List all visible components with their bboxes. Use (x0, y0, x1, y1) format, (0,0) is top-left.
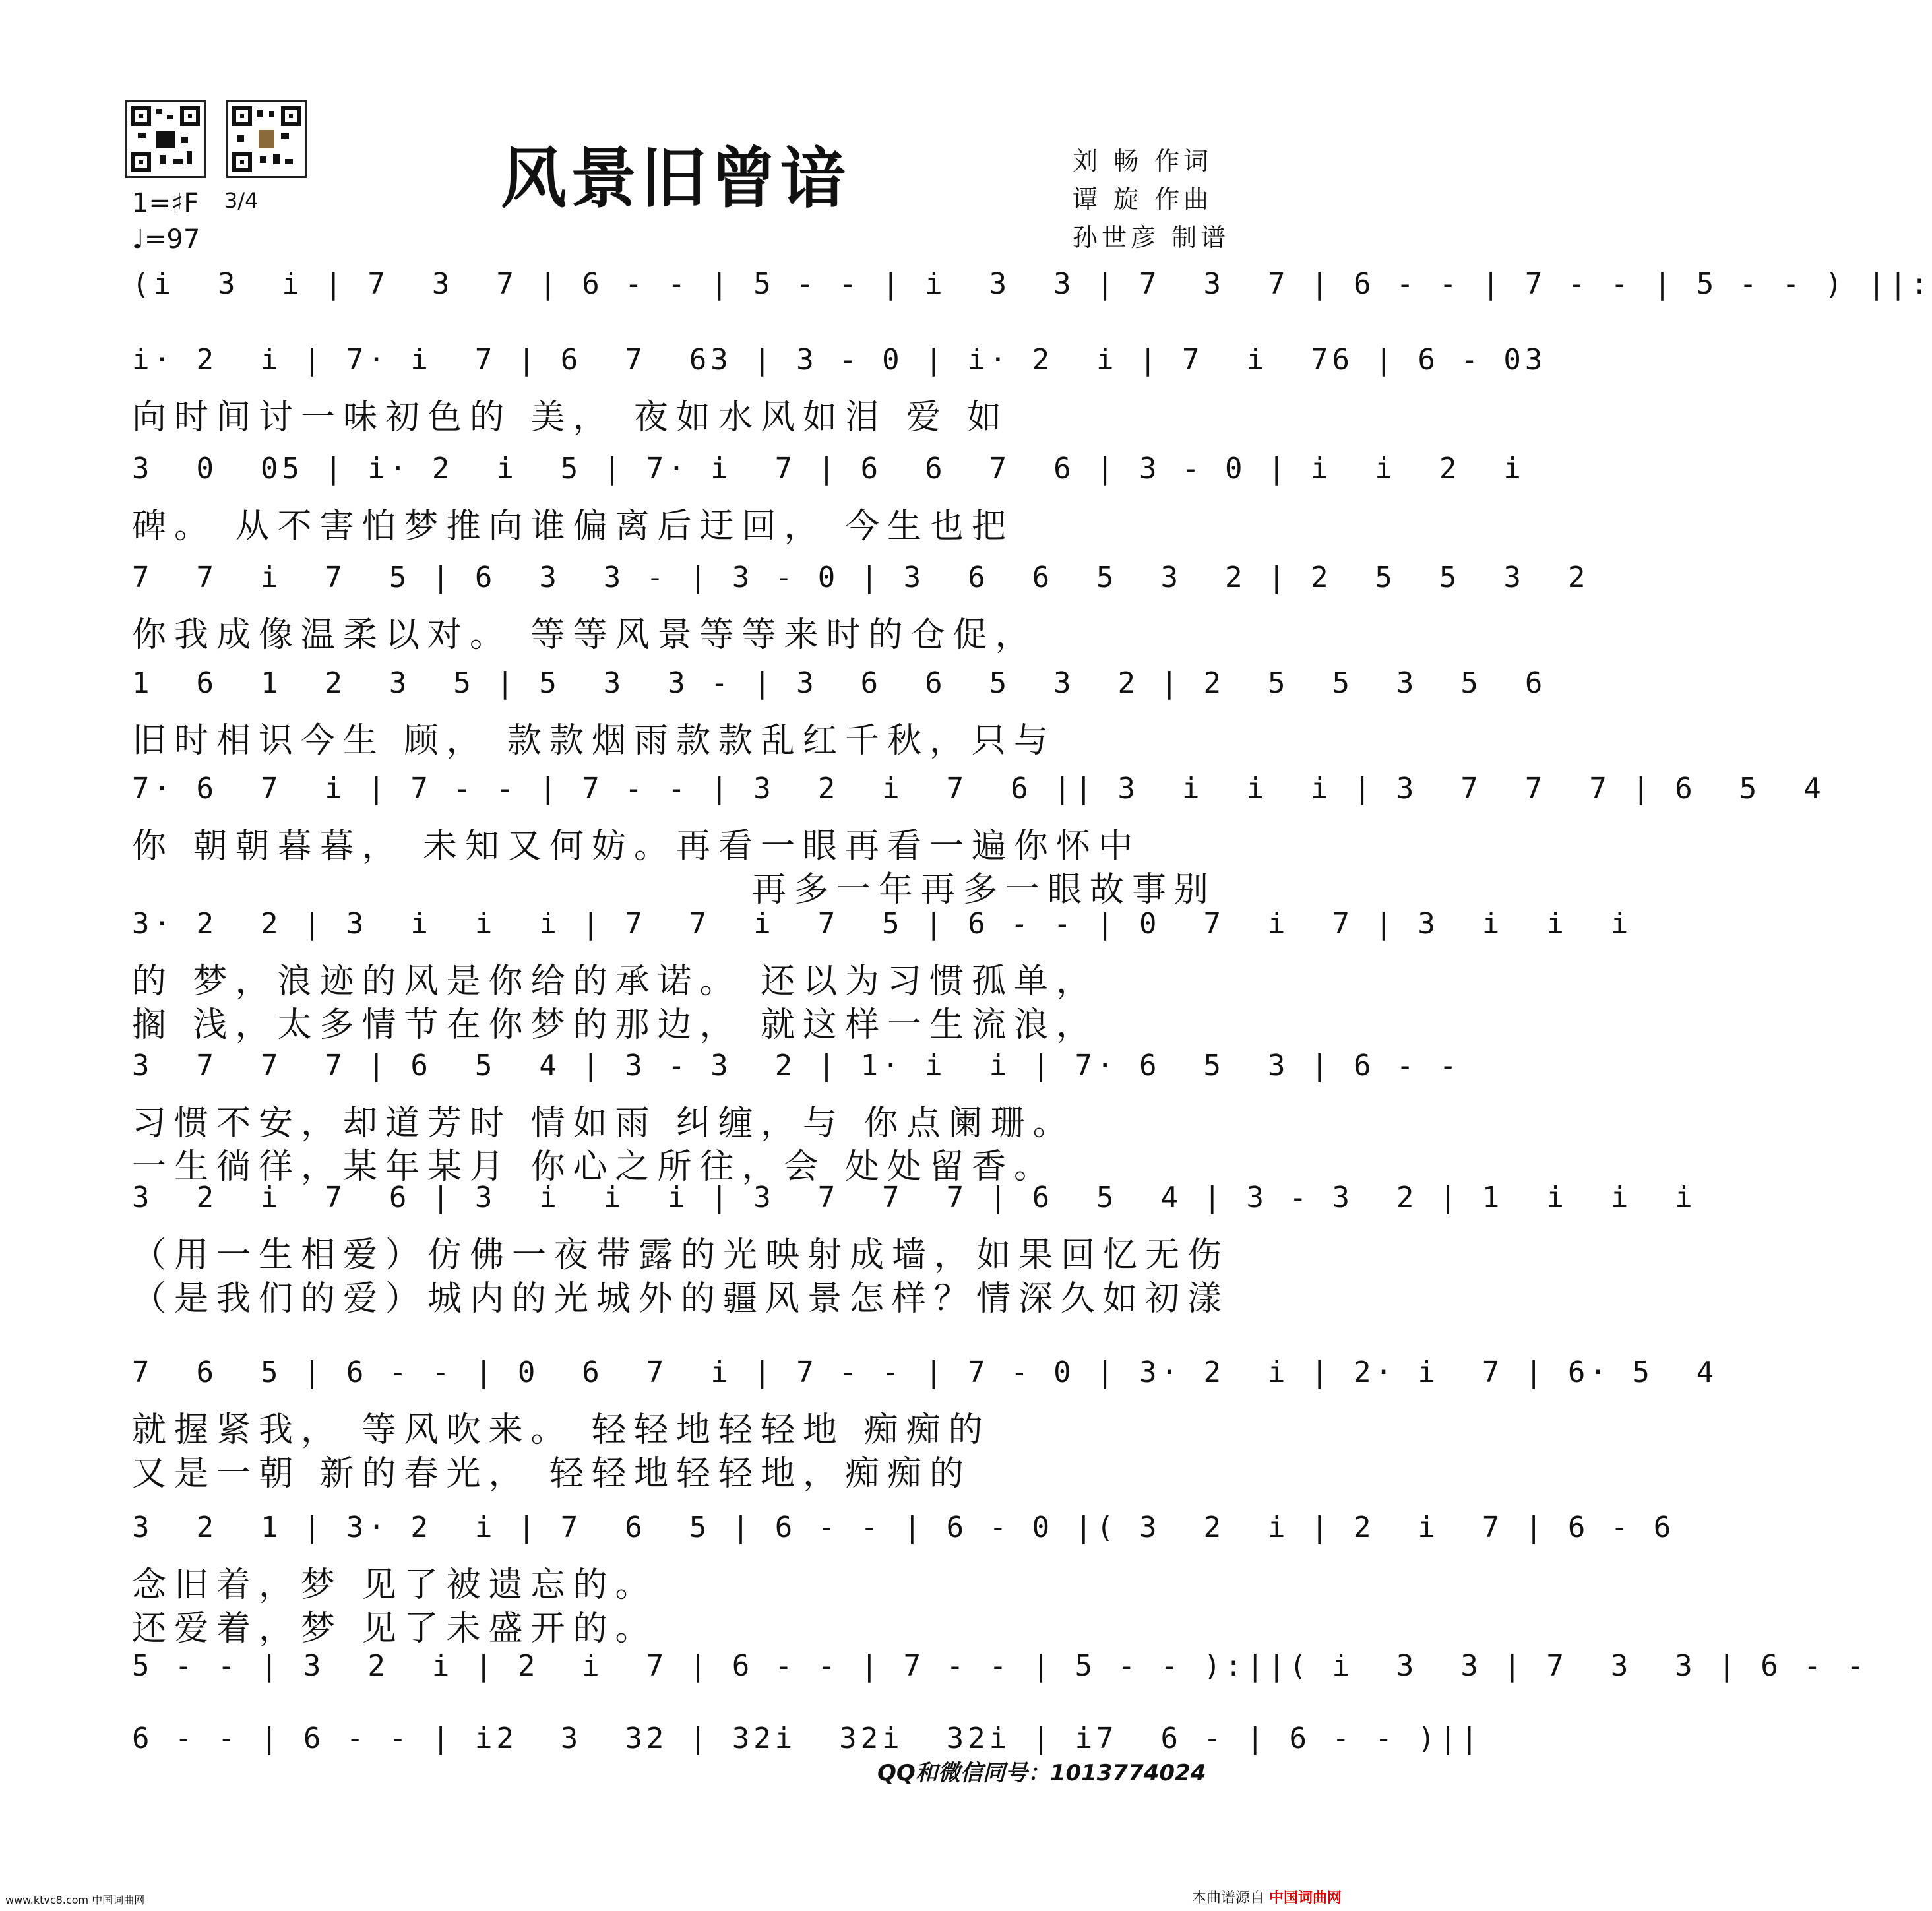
notation-line: 7 6 5 | 6 - - | 0 6 7 i | 7 - - | 7 - 0 | 3· 2 i | 2· i 7 | 6· 5 4 (132, 1356, 1718, 1389)
footer-source-brand: 中国词曲网 (1268, 1890, 1342, 1906)
notation-line: 3· 2 2 | 3 i i i | 7 7 i 7 5 | 6 - - | 0 7 i 7 | 3 i i i (132, 907, 1633, 941)
notation-line: i· 2 i | 7· i 7 | 6 7 63 | 3 - 0 | i· 2 i | 7 i 76 | 6 - 03 (132, 343, 1547, 377)
notation-line: 1 6 1 2 3 5 | 5 3 3 - | 3 6 6 5 3 2 | 2 5 5 3 5 6 (132, 666, 1547, 700)
lyric-line: （是我们的爱）城内的光城外的疆风景怎样？情深久如初漾 (132, 1279, 1230, 1319)
lyric-line: 再多一年再多一眼故事别 (752, 870, 1217, 910)
lyric-line: 又是一朝 新的春光， 轻轻地轻轻地，痴痴的 (132, 1454, 972, 1493)
contact-info: QQ和微信同号：1013774024 (877, 1760, 1206, 1786)
key-signature: 1=♯F (132, 188, 199, 218)
footer-source-prefix: 本曲谱源自 (1191, 1890, 1264, 1906)
lyric-line: 一生徜徉，某年某月 你心之所往，会 处处留香。 (132, 1147, 1057, 1187)
notation-line: 7 7 i 7 5 | 6 3 3 - | 3 - 0 | 3 6 6 5 3 2 | 2 5 5 3 2 (132, 561, 1590, 594)
credits (1073, 142, 1310, 257)
lyric-line: （用一生相爱）仿佛一夜带露的光映射成墙，如果回忆无伤 (132, 1236, 1230, 1275)
lyricist-credit: 刘 畅 作词 (1073, 146, 1213, 175)
page-title: 风景旧曾谙 (501, 140, 850, 217)
notation-line: 3 2 1 | 3· 2 i | 7 6 5 | 6 - - | 6 - 0 |( 3 2 i | 2 i 7 | 6 - 6 (132, 1511, 1675, 1544)
lyric-line: 习惯不安，却道芳时 情如雨 纠缠，与 你点阑珊。 (132, 1104, 1075, 1143)
lyric-line: 就握紧我， 等风吹来。 轻轻地轻轻地 痴痴的 (132, 1410, 991, 1450)
lyric-line: 的 梦，浪迹的风是你给的承诺。 还以为习惯孤单， (132, 962, 1099, 1001)
lyric-line: 向时间讨一味初色的 美， 夜如水风如泪 爱 如 (132, 398, 1010, 437)
notation-line: 7· 6 7 i | 7 - - | 7 - - | 3 2 i 7 6 || 3 i i i | 3 7 7 7 | 6 5 4 (132, 772, 1825, 805)
lyric-line: 碑。 从不害怕梦推向谁偏离后迂回， 今生也把 (132, 507, 1014, 546)
lyric-line: 念旧着，梦 见了被遗忘的。 (132, 1565, 658, 1605)
time-signature: 3/4 (224, 188, 259, 213)
footer-site: www.ktvc8.com 中国词曲网 (5, 1894, 145, 1906)
notation-line: 3 0 05 | i· 2 i 5 | 7· i 7 | 6 6 7 6 | 3 - 0 | i i 2 i (132, 452, 1525, 486)
notation-line: 3 7 7 7 | 6 5 4 | 3 - 3 2 | 1· i i | 7· 6 5 3 | 6 - - (132, 1049, 1461, 1082)
lyric-line: 你 朝朝暮暮， 未知又何妨。再看一眼再看一遍你怀中 (132, 827, 1141, 866)
notation-line: (i 3 i | 7 3 7 | 6 - - | 5 - - | i 3 3 | 7 3 7 | 6 - - | 7 - - | 5 - - ) ||: (132, 267, 1932, 301)
tempo-marking: ♩=97 (132, 224, 201, 255)
arranger-credit: 孙世彦 制谱 (1073, 223, 1230, 252)
lyric-line: 搁 浅，太多情节在你梦的那边， 就这样一生流浪， (132, 1005, 1099, 1045)
lyric-line: 旧时相识今生 顾， 款款烟雨款款乱红千秋，只与 (132, 721, 1057, 761)
notation-line: 6 - - | 6 - - | i2 3 32 | 32i 32i 32i | i7 6 - | 6 - - )|| (132, 1722, 1482, 1755)
lyric-line: 还爱着，梦 见了未盛开的。 (132, 1609, 658, 1648)
footer-source (1192, 1887, 1342, 1907)
composer-credit: 谭 旋 作曲 (1073, 185, 1213, 214)
notation-line: 5 - - | 3 2 i | 2 i 7 | 6 - - | 7 - - | 5 - - ):||( i 3 3 | 7 3 3 | 6 - - (132, 1649, 1868, 1683)
lyric-line: 你我成像温柔以对。 等等风景等等来时的仓促， (132, 615, 1038, 655)
notation-line: 3 2 i 7 6 | 3 i i i | 3 7 7 7 | 6 5 4 | 3 - 3 2 | 1 i i i (132, 1181, 1697, 1214)
